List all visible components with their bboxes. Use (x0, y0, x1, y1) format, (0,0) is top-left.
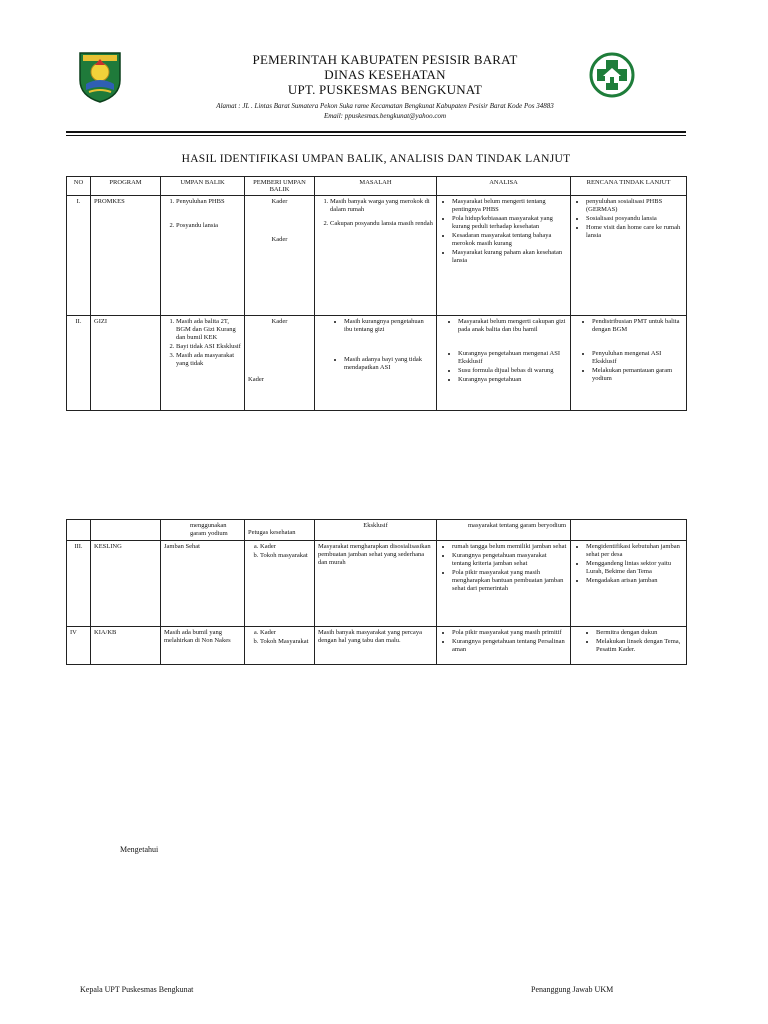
list-item: • Bermitra dengan dukun (596, 629, 683, 637)
letterhead (150, 52, 620, 97)
row-masalah (315, 316, 437, 411)
cell-line: masyarakat tentang garam beryodium (468, 522, 567, 529)
list-item: a. Kader (260, 543, 311, 551)
table-row (67, 541, 687, 627)
list-item: • Penyuluhan mengenai ASI Eksklusif (592, 350, 683, 366)
table-row (67, 316, 687, 411)
cell-line: Eksklusif (363, 522, 388, 529)
left-signatory: Kepala UPT Puskesmas Bengkunat (80, 985, 194, 994)
right-signatory: Penanggung Jawab UKM (531, 985, 614, 994)
list-item: 2. Posyandu lansia (176, 222, 241, 230)
agency-name: DINAS KESEHATAN (324, 67, 446, 82)
list-item: • Masyarakat kurang paham akan kesehatan lansia (452, 249, 567, 265)
list-item: • Susu formula dijual bebas di warung (458, 367, 567, 375)
document-title: HASIL IDENTIFIKASI UMPAN BALIK, ANALISIS DAN TINDAK LANJUT (181, 153, 571, 165)
list-item: • Mengadakan arisan jamban (586, 577, 683, 585)
row-analisa (437, 196, 571, 316)
row-pemberi (245, 520, 315, 541)
row-no: III. (67, 541, 91, 627)
list-item: • Sosialisasi posyandu lansia (586, 215, 683, 223)
cell-line: Kader (271, 198, 288, 205)
row-no: I. (67, 196, 91, 316)
list-item: • Mengidentifikasi kebutuhan jamban sehat per desa (586, 543, 683, 559)
acknowledgement-label: Mengetahui (120, 845, 159, 854)
row-umpan-balik: Masih ada bumil yang melahirkan di Non Nakes (161, 627, 245, 665)
row-umpan-balik (161, 520, 245, 541)
list-item: • Pendistribusian PMT untuk balita dengan BGM (592, 318, 683, 334)
row-umpan-balik: Jamban Sehat (161, 541, 245, 627)
list-item: • Masyarakat belum mengerti tentang pentingnya PHBS (452, 198, 567, 214)
cell-line: menggunakan garam yodium (190, 522, 228, 537)
list-item: • Kesadaran masyarakat tentang bahaya merokok masih kurang (452, 232, 567, 248)
row-analisa (437, 541, 571, 627)
address-line: Alamat : JL . Lintas Barat Sumatera Pekon Suka rame Kecamatan Bengkunat Kabupaten Pesisir Barat Kode Pos 34883 (216, 102, 554, 110)
list-item: 1. Masih banyak warga yang merokok di dalam rumah (330, 198, 433, 214)
row-masalah (315, 196, 437, 316)
list-item: • Home visit dan home care ke rumah lansia (586, 224, 683, 240)
row-masalah: Masyarakat mengharapkan disosialisasikan pembuatan jamban sehat yang sederhana dan murah (315, 541, 437, 627)
cell-line: Kader (248, 376, 264, 383)
cell-line: Petugas kesehatan (248, 529, 296, 536)
letterhead-contact (150, 101, 620, 121)
list-item: • Pola pikir masyarakat yang masih mengharapkan bantuan pembuatan jamban sehat dari pemerintah (452, 569, 567, 593)
row-pemberi (245, 316, 315, 411)
list-item: b. Tokoh Masyarakat (260, 638, 311, 646)
row-pemberi (245, 541, 315, 627)
list-item: 2. Bayi tidak ASI Eksklusif (176, 343, 241, 351)
list-item: • Masyarakat belum mengerti cakupan gizi pada anak balita dan ibu hamil (458, 318, 567, 334)
col-header-no: NO (67, 177, 91, 196)
list-item: • penyuluhan sosialisasi PHBS (GERMAS) (586, 198, 683, 214)
list-item: • rumah tangga belum memiliki jamban sehat (452, 543, 567, 551)
list-item: • Pola hidup/kebiasaan masyarakat yang kurang peduli terhadap kesehatan (452, 215, 567, 231)
row-pemberi (245, 627, 315, 665)
list-item: 1. Penyuluhan PHBS (176, 198, 241, 206)
row-analisa (437, 316, 571, 411)
table-row (67, 196, 687, 316)
row-program: PROMKES (91, 196, 161, 316)
feedback-table (66, 176, 687, 411)
list-item: b. Tokoh masyarakat (260, 552, 311, 560)
col-header-masalah: MASALAH (315, 177, 437, 196)
list-item: • Masih adanya bayi yang tidak mendapatkan ASI (344, 356, 433, 372)
row-umpan-balik (161, 196, 245, 316)
table-row (67, 627, 687, 665)
regency-crest-logo (77, 50, 123, 104)
list-item: • Kurangnya pengetahuan mengenai ASI Eksklusif (458, 350, 567, 366)
list-item: 2. Cakupan posyandu lansia masih rendah (330, 220, 433, 228)
row-rencana (571, 316, 687, 411)
row-masalah: Masih banyak masyarakat yang percaya dengan hal yang tabu dan malu. (315, 627, 437, 665)
list-item: • Menggandeng lintas sektor yaitu Lurah, Bekime dan Tema (586, 560, 683, 576)
list-item: • Melakukan pemantauan garam yodium (592, 367, 683, 383)
list-item: • Masih kurangnya pengetahuan ibu tentang gizi (344, 318, 433, 334)
email-line: Email: ppuskesmas.bengkunat@yahoo.com (323, 112, 447, 120)
row-program: KIA/KB (91, 627, 161, 665)
row-rencana (571, 196, 687, 316)
col-header-program: PROGRAM (91, 177, 161, 196)
cell-line: Kader (271, 236, 288, 243)
list-item: • Kurangnya pengetahuan masyarakat tentang kriteria jamban sehat (452, 552, 567, 568)
header-rule-thick (66, 131, 686, 133)
list-item: • Pola pikir masyarakat yang masih primitif (452, 629, 567, 637)
row-umpan-balik (161, 316, 245, 411)
list-item: a. Kader (260, 629, 311, 637)
row-program: GIZI (91, 316, 161, 411)
row-program: KESLING (91, 541, 161, 627)
row-no: IV (67, 627, 91, 665)
row-analisa (437, 520, 571, 541)
cell-line: Kader (271, 318, 288, 325)
row-masalah (315, 520, 437, 541)
row-no: II. (67, 316, 91, 411)
row-rencana (571, 627, 687, 665)
unit-name: UPT. PUSKESMAS BENGKUNAT (287, 82, 483, 97)
government-name: PEMERINTAH KABUPATEN PESISIR BARAT (252, 52, 518, 67)
row-pemberi (245, 196, 315, 316)
list-item: • Melakukan linsek dengan Tema, Pesatim Kader. (596, 638, 683, 654)
list-item: 3. Masih ada masyarakat yang tidak (176, 352, 241, 368)
list-item: 1. Masih ada balita 2T, BGM dan Gizi Kurang dan bumil KEK (176, 318, 241, 342)
row-analisa (437, 627, 571, 665)
list-item: • Kurangnya pengetahuan tentang Persalinan aman (452, 638, 567, 654)
table-header-row (67, 177, 687, 196)
header-rule-thin (66, 135, 686, 136)
col-header-umpan-balik: UMPAN BALIK (161, 177, 245, 196)
col-header-pemberi: PEMBERI UMPAN BALIK (245, 177, 315, 196)
col-header-rencana: RENCANA TINDAK LANJUT (571, 177, 687, 196)
list-item: • Kurangnya pengetahuan (458, 376, 567, 384)
row-rencana (571, 541, 687, 627)
feedback-table-continued (66, 519, 687, 665)
col-header-analisa: ANALISA (437, 177, 571, 196)
table-row (67, 520, 687, 541)
